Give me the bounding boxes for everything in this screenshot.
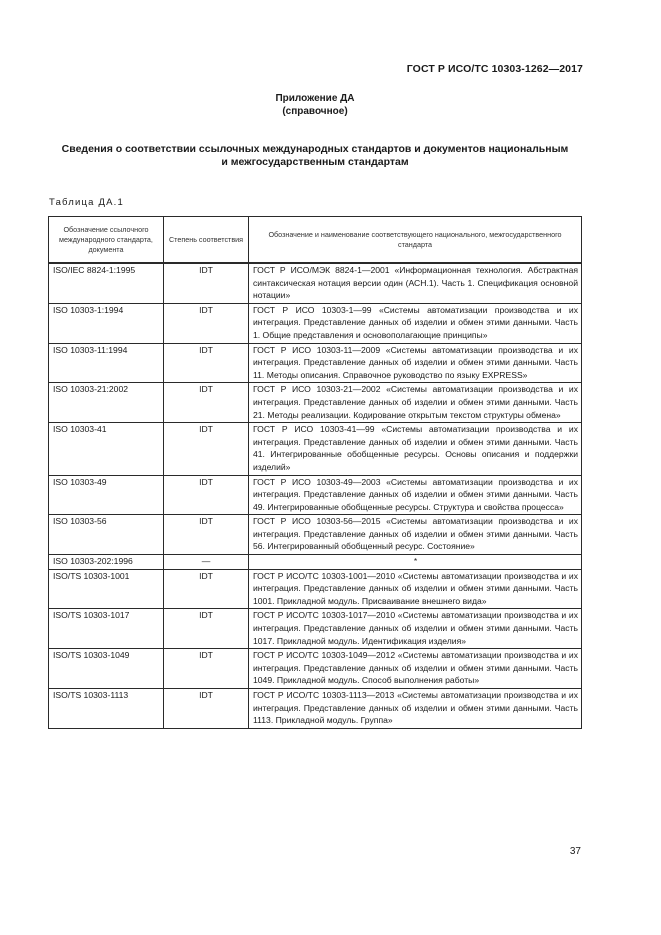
reference-standard-cell: ISO 10303-11:1994 — [49, 343, 164, 383]
degree-cell: IDT — [164, 689, 249, 729]
table-row — [49, 689, 582, 729]
national-standard-cell: ГОСТ Р ИСО 10303-1—99 «Системы автоматизации производства и их интеграция. Представление данных об изделии и обмен этими данными. Часть 1. Общие представления и основополагающие принципы» — [249, 303, 582, 343]
national-standard-cell: * — [249, 555, 582, 570]
section-title — [42, 143, 588, 169]
reference-standard-cell: ISO/IEC 8824-1:1995 — [49, 263, 164, 303]
reference-standard-cell: ISO 10303-49 — [49, 475, 164, 515]
table-row — [49, 303, 582, 343]
national-standard-cell: ГОСТ Р ИСО/ТС 10303-1001—2010 «Системы автоматизации производства и их интеграция. Представление данных об изделии и обмен этими данными. Часть 1001. Прикладной модуль. Присваивание внешнего вида» — [249, 569, 582, 609]
degree-cell: — — [164, 555, 249, 570]
degree-cell: IDT — [164, 475, 249, 515]
table-row — [49, 649, 582, 689]
reference-standard-cell: ISO/TS 10303-1113 — [49, 689, 164, 729]
degree-cell: IDT — [164, 649, 249, 689]
degree-cell: IDT — [164, 569, 249, 609]
annex-title: Приложение ДА — [275, 93, 355, 104]
degree-cell: IDT — [164, 263, 249, 303]
national-standard-cell: ГОСТ Р ИСО 10303-56—2015 «Системы автоматизации производства и их интеграция. Представление данных об изделии и обмен этими данными. Часть 56. Интегрированный обобщенный ресурс. Состояние» — [249, 515, 582, 555]
national-standard-cell: ГОСТ Р ИСО 10303-21—2002 «Системы автоматизации производства и их интеграция. Представление данных об изделии и обмен этими данными. Часть 21. Методы реализации. Кодирование открытым текстом структуры обмена» — [249, 383, 582, 423]
reference-standard-cell: ISO 10303-1:1994 — [49, 303, 164, 343]
degree-cell: IDT — [164, 343, 249, 383]
header-national-standard: Обозначение и наименование соответствующего национального, межгосударственного стандарта — [249, 217, 582, 264]
page-number: 37 — [569, 846, 581, 857]
national-standard-cell: ГОСТ Р ИСО/ТС 10303-1113—2013 «Системы автоматизации производства и их интеграция. Представление данных об изделии и обмен этими данными. Часть 1113. Прикладной модуль. Группа» — [249, 689, 582, 729]
section-title-line-1: Сведения о соответствии ссылочных международных стандартов и документов национальным — [61, 143, 569, 155]
national-standard-cell: ГОСТ Р ИСО 10303-49—2003 «Системы автоматизации производства и их интеграция. Представление данных об изделии и обмен этими данными. Часть 49. Интегрированные обобщенные ресурсы. Структура и свойства процесса» — [249, 475, 582, 515]
table-row — [49, 515, 582, 555]
annex-heading — [0, 92, 630, 118]
degree-cell: IDT — [164, 303, 249, 343]
table-row — [49, 475, 582, 515]
national-standard-cell: ГОСТ Р ИСО/ТС 10303-1017—2010 «Системы автоматизации производства и их интеграция. Представление данных об изделии и обмен этими данными. Часть 1017. Прикладной модуль. Идентификация изделия» — [249, 609, 582, 649]
degree-cell: IDT — [164, 423, 249, 475]
reference-standard-cell: ISO/TS 10303-1017 — [49, 609, 164, 649]
section-title-line-2: и межгосударственным стандартам — [221, 156, 409, 168]
national-standard-cell: ГОСТ Р ИСО/ТС 10303-1049—2012 «Системы автоматизации производства и их интеграция. Представление данных об изделии и обмен этими данными. Часть 1049. Прикладной модуль. Способ выполнения работы» — [249, 649, 582, 689]
table-row — [49, 263, 582, 303]
national-standard-cell: ГОСТ Р ИСО/МЭК 8824-1—2001 «Информационная технология. Абстрактная синтаксическая нотация версии один (АСН.1). Часть 1. Спецификация основной нотации» — [249, 263, 582, 303]
table-row — [49, 609, 582, 649]
table-row — [49, 423, 582, 475]
correspondence-table — [48, 216, 582, 729]
header-degree-of-correspondence: Степень соответствия — [164, 217, 249, 264]
reference-standard-cell: ISO/TS 10303-1049 — [49, 649, 164, 689]
table-header-row — [49, 217, 582, 264]
reference-standard-cell: ISO 10303-41 — [49, 423, 164, 475]
table-row — [49, 569, 582, 609]
table-caption: Таблица ДА.1 — [49, 197, 124, 208]
table-row — [49, 555, 582, 570]
reference-standard-cell: ISO 10303-56 — [49, 515, 164, 555]
header-reference-standard: Обозначение ссылочного международного стандарта, документа — [49, 217, 164, 264]
degree-cell: IDT — [164, 609, 249, 649]
reference-standard-cell: ISO 10303-202:1996 — [49, 555, 164, 570]
table-row — [49, 343, 582, 383]
document-code: ГОСТ Р ИСО/ТС 10303-1262—2017 — [406, 63, 583, 75]
degree-cell: IDT — [164, 383, 249, 423]
annex-subtitle: (справочное) — [282, 106, 348, 117]
degree-cell: IDT — [164, 515, 249, 555]
reference-standard-cell: ISO/TS 10303-1001 — [49, 569, 164, 609]
national-standard-cell: ГОСТ Р ИСО 10303-41—99 «Системы автоматизации производства и их интеграция. Представление данных об изделии и обмен этими данными. Часть 41. Интегрированные обобщенные ресурсы. Основы описания и поддержки изделий» — [249, 423, 582, 475]
reference-standard-cell: ISO 10303-21:2002 — [49, 383, 164, 423]
table-row — [49, 383, 582, 423]
national-standard-cell: ГОСТ Р ИСО 10303-11—2009 «Системы автоматизации производства и их интеграция. Представление данных об изделии и обмен этими данными. Часть 11. Методы описания. Справочное руководство по языку EXPRESS» — [249, 343, 582, 383]
